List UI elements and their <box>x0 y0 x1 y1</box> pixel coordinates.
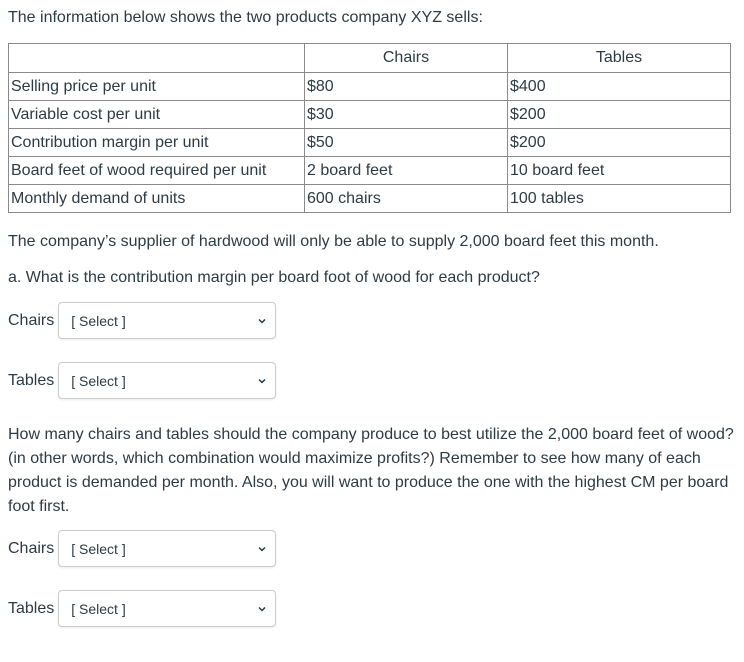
part-b-chairs-label: Chairs <box>8 539 55 557</box>
part-b-tables-label: Tables <box>8 599 55 617</box>
row-label: Variable cost per unit <box>9 101 305 129</box>
table-row <box>9 185 731 213</box>
chevron-down-icon <box>257 544 267 554</box>
chairs-cell: $80 <box>305 73 508 101</box>
chairs-cell: 600 chairs <box>305 185 508 213</box>
tables-cell: $200 <box>508 129 731 157</box>
part-a-chairs-select[interactable] <box>58 302 276 339</box>
table-row <box>9 157 731 185</box>
question-b-line: (in other words, which combination would maximize profits?) Remember to see how many of each <box>8 450 701 467</box>
chevron-down-icon <box>257 316 267 326</box>
part-a-chairs-label: Chairs <box>8 311 55 329</box>
part-a-tables-select[interactable] <box>58 362 276 399</box>
table-row <box>9 73 731 101</box>
part-b-tables-select[interactable] <box>58 590 276 627</box>
products-table <box>8 43 731 213</box>
part-a-tables-row <box>8 362 276 399</box>
question-b <box>8 423 734 519</box>
part-a-tables-label: Tables <box>8 371 55 389</box>
chairs-cell: $30 <box>305 101 508 129</box>
intro-text: The information below shows the two products company XYZ sells: <box>8 9 483 26</box>
select-value: [ Select ] <box>71 540 126 557</box>
tables-cell: 10 board feet <box>508 157 731 185</box>
select-value: [ Select ] <box>71 372 126 389</box>
table-header-blank <box>9 44 305 73</box>
row-label: Selling price per unit <box>9 73 305 101</box>
question-a: a. What is the contribution margin per board foot of wood for each product? <box>8 269 540 286</box>
part-b-chairs-row <box>8 530 276 567</box>
chairs-cell: $50 <box>305 129 508 157</box>
table-header-chairs: Chairs <box>305 44 508 73</box>
select-value: [ Select ] <box>71 312 126 329</box>
supplier-note: The company’s supplier of hardwood will only be able to supply 2,000 board feet this month. <box>8 233 659 250</box>
chevron-down-icon <box>257 376 267 386</box>
row-label: Contribution margin per unit <box>9 129 305 157</box>
question-b-line: product is demanded per month. Also, you will want to produce the one with the highest CM per board <box>8 474 729 491</box>
part-b-tables-row <box>8 590 276 627</box>
question-b-line: foot first. <box>8 498 70 515</box>
part-b-chairs-select[interactable] <box>58 530 276 567</box>
row-label: Board feet of wood required per unit <box>9 157 305 185</box>
question-b-line: How many chairs and tables should the company produce to best utilize the 2,000 board feet of wood? <box>8 426 734 443</box>
tables-cell: $200 <box>508 101 731 129</box>
tables-cell: 100 tables <box>508 185 731 213</box>
part-a-chairs-row <box>8 302 276 339</box>
chevron-down-icon <box>257 604 267 614</box>
tables-cell: $400 <box>508 73 731 101</box>
table-header-tables: Tables <box>508 44 731 73</box>
chairs-cell: 2 board feet <box>305 157 508 185</box>
table-row <box>9 129 731 157</box>
select-value: [ Select ] <box>71 600 126 617</box>
row-label: Monthly demand of units <box>9 185 305 213</box>
table-row <box>9 101 731 129</box>
table-header-row <box>9 44 731 73</box>
